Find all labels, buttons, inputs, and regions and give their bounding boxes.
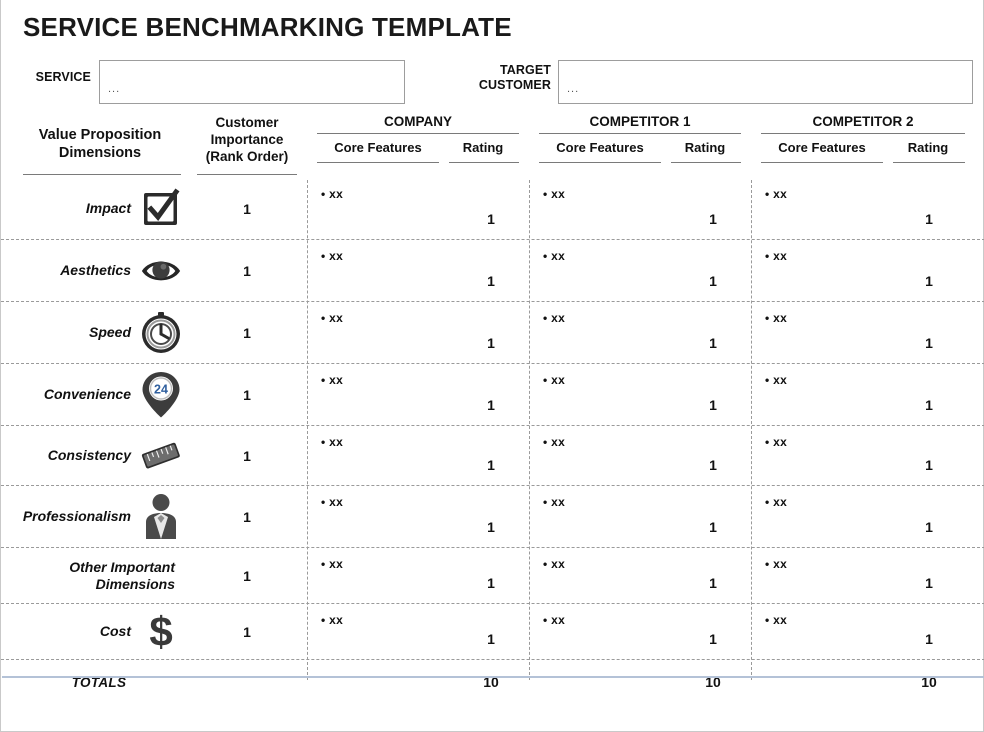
- rating-value[interactable]: 1: [487, 519, 495, 535]
- subheader-rating-company-rule: [449, 162, 519, 163]
- page-title: SERVICE BENCHMARKING TEMPLATE: [23, 12, 512, 42]
- ruler-icon: [139, 434, 183, 478]
- totals-label: TOTALS: [71, 674, 127, 690]
- core-features-value[interactable]: • xx: [543, 373, 566, 387]
- row-label: Convenience: [43, 386, 131, 402]
- rating-value[interactable]: 1: [709, 335, 717, 351]
- rating-value[interactable]: 1: [925, 397, 933, 413]
- core-features-value[interactable]: • xx: [765, 373, 788, 387]
- row-label: Impact: [85, 200, 131, 216]
- core-features-value[interactable]: • xx: [765, 495, 788, 509]
- subheader-rating-competitor-2: Rating: [907, 140, 949, 155]
- rating-value[interactable]: 1: [925, 211, 933, 227]
- importance-value[interactable]: 1: [243, 386, 251, 403]
- checkbox-check-icon: [139, 187, 183, 231]
- table-row: [1, 302, 984, 364]
- core-features-value[interactable]: • xx: [321, 249, 344, 263]
- target-customer-label-line2: CUSTOMER: [478, 78, 551, 92]
- core-features-value[interactable]: • xx: [765, 187, 788, 201]
- subheader-rating-competitor-2-rule: [893, 162, 965, 163]
- stopwatch-icon: [139, 311, 183, 355]
- group-header-competitor-2-rule: [761, 133, 965, 134]
- core-features-value[interactable]: • xx: [765, 249, 788, 263]
- row-label-cell: [7, 240, 191, 301]
- eye-icon: [139, 249, 183, 293]
- table-row: [1, 486, 984, 548]
- table-row: [1, 426, 984, 486]
- group-header-competitor-1-rule: [539, 133, 741, 134]
- rating-value[interactable]: 1: [487, 335, 495, 351]
- service-input[interactable]: [99, 60, 405, 104]
- service-input-value: ...: [108, 83, 121, 95]
- row-label-cell: [7, 178, 191, 239]
- rating-value[interactable]: 1: [709, 575, 717, 591]
- rating-value[interactable]: 1: [925, 575, 933, 591]
- group-header-company: [313, 112, 523, 166]
- subheader-core-features-competitor-1-rule: [539, 162, 661, 163]
- core-features-value[interactable]: • xx: [543, 187, 566, 201]
- core-features-value[interactable]: • xx: [321, 435, 344, 449]
- totals-value: 10: [921, 674, 937, 690]
- col-header-importance-line1: Customer: [215, 115, 279, 130]
- col-header-importance-line2: Importance: [210, 132, 284, 147]
- group-header-company-title: COMPANY: [383, 114, 452, 129]
- svg-text:24: 24: [154, 382, 168, 396]
- importance-value[interactable]: 1: [243, 567, 251, 584]
- row-label-cell: [7, 604, 191, 659]
- importance-value[interactable]: 1: [243, 623, 251, 640]
- group-header-company-rule: [317, 133, 519, 134]
- importance-value[interactable]: 1: [243, 200, 251, 217]
- core-features-value[interactable]: • xx: [543, 311, 566, 325]
- subheader-core-features-competitor-2: Core Features: [778, 140, 866, 155]
- group-header-competitor-2: [757, 112, 969, 166]
- core-features-value[interactable]: • xx: [765, 557, 788, 571]
- rating-value[interactable]: 1: [925, 335, 933, 351]
- importance-value[interactable]: 1: [243, 508, 251, 525]
- col-header-importance: [191, 114, 303, 165]
- slide-bottom-rule: [2, 676, 984, 678]
- target-customer-label: [451, 63, 551, 93]
- totals-value: 10: [483, 674, 499, 690]
- importance-value[interactable]: 1: [243, 324, 251, 341]
- group-header-competitor-1: [535, 112, 745, 166]
- subheader-core-features-competitor-1: Core Features: [556, 140, 644, 155]
- row-label: Consistency: [47, 447, 131, 463]
- vertical-separator-2: [529, 180, 530, 680]
- rating-value[interactable]: 1: [487, 575, 495, 591]
- rating-value[interactable]: 1: [925, 519, 933, 535]
- rating-value[interactable]: 1: [709, 211, 717, 227]
- importance-value[interactable]: 1: [243, 447, 251, 464]
- table-row: [1, 240, 984, 302]
- row-label-cell: [7, 548, 191, 603]
- core-features-value[interactable]: • xx: [321, 495, 344, 509]
- rating-value[interactable]: 1: [925, 273, 933, 289]
- group-header-competitor-1-title: COMPETITOR 1: [589, 114, 691, 129]
- table-row: [1, 604, 984, 660]
- row-label-cell: [7, 486, 191, 547]
- rating-value[interactable]: 1: [487, 211, 495, 227]
- service-label: SERVICE: [35, 70, 91, 84]
- core-features-value[interactable]: • xx: [543, 495, 566, 509]
- core-features-value[interactable]: • xx: [543, 613, 566, 627]
- rating-value[interactable]: 1: [709, 273, 717, 289]
- col-header-dimensions-line2: Dimensions: [58, 145, 142, 161]
- table-row-totals: [1, 660, 984, 704]
- core-features-value[interactable]: • xx: [543, 249, 566, 263]
- rating-value[interactable]: 1: [487, 273, 495, 289]
- importance-value[interactable]: 1: [243, 262, 251, 279]
- importance-header-rule: [197, 174, 297, 175]
- core-features-value[interactable]: • xx: [543, 435, 566, 449]
- rating-value[interactable]: 1: [487, 397, 495, 413]
- subheader-core-features-company-rule: [317, 162, 439, 163]
- subheader-core-features-competitor-2-rule: [761, 162, 883, 163]
- table-body: [1, 178, 984, 704]
- svg-text:$: $: [149, 608, 173, 655]
- row-label: Cost: [99, 623, 131, 639]
- vertical-separator-3: [751, 180, 752, 680]
- rating-value[interactable]: 1: [709, 631, 717, 647]
- row-label: Aesthetics: [60, 262, 131, 278]
- table-row: [1, 548, 984, 604]
- group-header-competitor-1-subs: [535, 140, 745, 166]
- core-features-value[interactable]: • xx: [321, 373, 344, 387]
- col-header-dimensions-line1: Value Proposition: [38, 127, 162, 143]
- rating-value[interactable]: 1: [709, 519, 717, 535]
- subheader-rating-company: Rating: [462, 140, 504, 155]
- subheader-rating-competitor-1-rule: [671, 162, 741, 163]
- core-features-value[interactable]: • xx: [765, 613, 788, 627]
- table-row: [1, 364, 984, 426]
- core-features-value[interactable]: • xx: [543, 557, 566, 571]
- rating-value[interactable]: 1: [925, 457, 933, 473]
- rating-value[interactable]: 1: [709, 397, 717, 413]
- dimensions-header-rule: [23, 174, 181, 175]
- core-features-value[interactable]: • xx: [321, 187, 344, 201]
- rating-value[interactable]: 1: [487, 631, 495, 647]
- group-header-company-subs: [313, 140, 523, 166]
- core-features-value[interactable]: • xx: [765, 311, 788, 325]
- col-header-dimensions: [15, 126, 185, 162]
- rating-value[interactable]: 1: [487, 457, 495, 473]
- row-label: Professionalism: [22, 508, 131, 524]
- dollar-sign-icon: [139, 610, 183, 654]
- core-features-value[interactable]: • xx: [321, 557, 344, 571]
- table-header: [1, 112, 984, 178]
- target-customer-label-line1: TARGET: [499, 63, 551, 77]
- businessperson-icon: [139, 495, 183, 539]
- row-label-cell: [7, 364, 191, 425]
- group-header-competitor-2-title: COMPETITOR 2: [812, 114, 914, 129]
- vertical-separator-1: [307, 180, 308, 680]
- totals-value: 10: [705, 674, 721, 690]
- map-pin-24-icon: [139, 373, 183, 417]
- row-label: Other Important Dimensions: [69, 558, 175, 592]
- core-features-value[interactable]: • xx: [765, 435, 788, 449]
- row-label-cell: [7, 302, 191, 363]
- group-header-competitor-2-subs: [757, 140, 969, 166]
- row-label-cell: [7, 426, 191, 485]
- rating-value[interactable]: 1: [709, 457, 717, 473]
- subheader-rating-competitor-1: Rating: [684, 140, 726, 155]
- col-header-importance-line3: (Rank Order): [205, 149, 289, 164]
- table-row: [1, 178, 984, 240]
- benchmarking-table: [1, 112, 984, 704]
- core-features-value[interactable]: • xx: [321, 613, 344, 627]
- target-customer-input-value: ...: [567, 83, 580, 95]
- target-customer-input[interactable]: [558, 60, 973, 104]
- header-fields: [1, 60, 984, 108]
- subheader-core-features-company: Core Features: [334, 140, 422, 155]
- core-features-value[interactable]: • xx: [321, 311, 344, 325]
- row-label: Speed: [88, 324, 131, 340]
- rating-value[interactable]: 1: [925, 631, 933, 647]
